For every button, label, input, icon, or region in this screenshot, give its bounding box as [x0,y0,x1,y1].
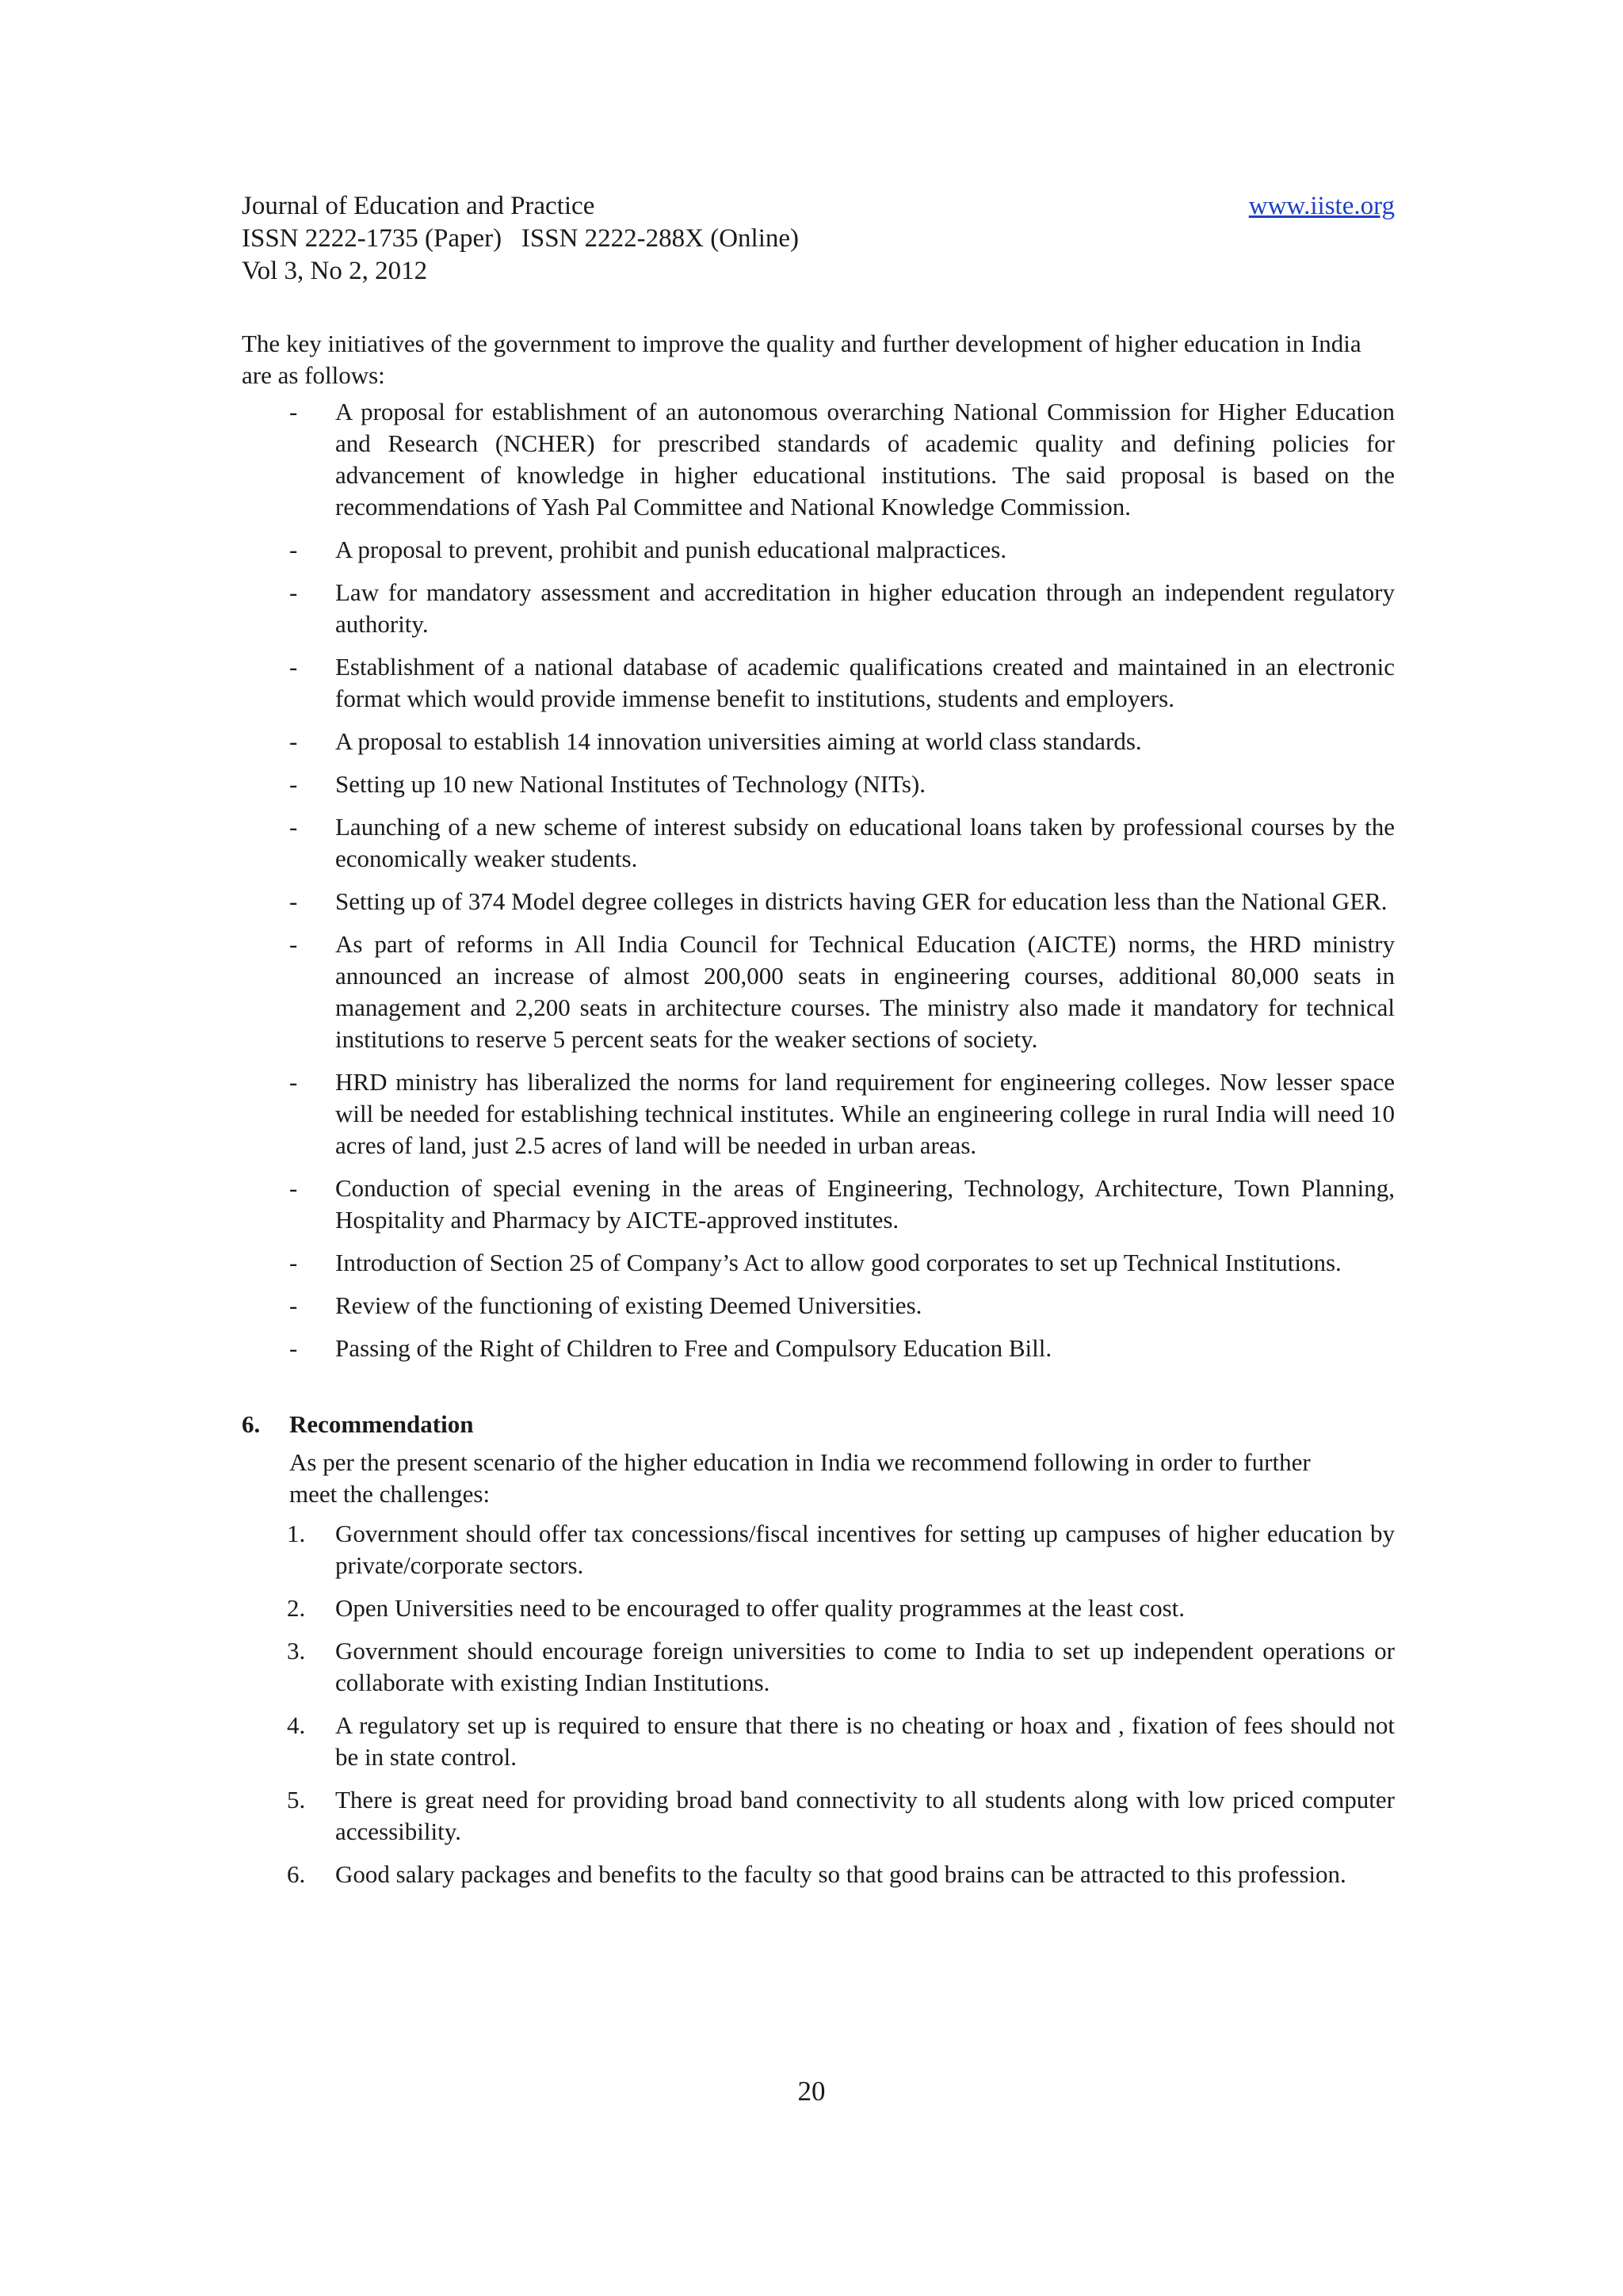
list-item-text: A proposal to establish 14 innovation universities aiming at world class standards. [335,727,1142,755]
bullet-dash: - [289,727,298,755]
list-item [242,1290,1395,1322]
bullet-dash: - [289,1249,298,1276]
list-item [242,1784,1395,1848]
page-number: 20 [797,2076,826,2107]
list-item [242,811,1395,875]
list-item-text: HRD ministry has liberalized the norms for land requirement for engineering colleges. Now lesser space will be needed for establishing technical institutes. While an engineering college in rural India will need 10 acres of land, just 2.5 acres of land will be needed in urban areas. [335,1068,1395,1159]
list-item [242,1066,1395,1161]
list-item-text: Law for mandatory assessment and accreditation in higher education through an independent regulatory authority. [335,578,1395,638]
list-item-text: There is great need for providing broad band connectivity to all students along with low priced computer accessibility. [335,1786,1395,1845]
list-item-text: Setting up of 374 Model degree colleges in districts having GER for education less than the National GER. [335,887,1388,915]
list-item-text: As part of reforms in All India Council for Technical Education (AICTE) norms, the HRD ministry announced an increase of almost 200,000 seats in engineering courses, additional 80,000 seats in management and 2,200 seats in architecture courses. The ministry also made it mandatory for technical institutions to reserve 5 percent seats for the weaker sections of society. [335,930,1395,1053]
list-item [242,1592,1395,1624]
list-item [242,1247,1395,1279]
journal-title: Journal of Education and Practice [242,192,595,220]
list-item-text: Introduction of Section 25 of Company’s Act to allow good corporates to set up Technical Institutions. [335,1249,1342,1276]
journal-header [242,190,1395,288]
list-item [242,1333,1395,1364]
list-item [242,577,1395,640]
item-number: 6. [287,1860,306,1888]
bullet-dash: - [289,1174,298,1202]
list-item [242,1859,1395,1890]
list-item-text: Launching of a new scheme of interest subsidy on educational loans taken by professional courses by the economically weaker students. [335,813,1395,872]
recommendations-list [242,1518,1395,1890]
item-number: 4. [287,1711,306,1739]
list-item [242,651,1395,715]
volume-line: Vol 3, No 2, 2012 [242,257,428,285]
initiatives-list [242,396,1395,1364]
list-item [242,929,1395,1055]
bullet-dash: - [289,1291,298,1319]
list-item-text: Establishment of a national database of academic qualifications created and maintained in an electronic format which would provide immense benefit to institutions, students and employers. [335,653,1395,712]
initiatives-intro: The key initiatives of the government to improve the quality and further development of higher education in India are as follows: [242,330,1361,389]
list-item [242,1635,1395,1699]
list-item [242,396,1395,523]
item-number: 5. [287,1786,306,1814]
list-item [242,769,1395,800]
list-item-text: Good salary packages and benefits to the faculty so that good brains can be attracted to this profession. [335,1860,1346,1888]
item-number: 2. [287,1594,306,1622]
list-item-text: A proposal for establishment of an autonomous overarching National Commission for Higher Education and Research (NCHER) for prescribed standards of academic quality and defining policies for advancement of knowledge in higher educational institutions. The said proposal is based on the recommendations of Yash Pal Committee and National Knowledge Commission. [335,398,1395,521]
bullet-dash: - [289,813,298,841]
list-item [242,1710,1395,1773]
list-item-text: A regulatory set up is required to ensure that there is no cheating or hoax and , fixation of fees should not be in state control. [335,1711,1395,1771]
bullet-dash: - [289,536,298,563]
list-item [242,886,1395,917]
section-title: Recommendation [289,1410,474,1438]
item-number: 3. [287,1637,306,1665]
bullet-dash: - [289,398,298,425]
issn-line: ISSN 2222-1735 (Paper) ISSN 2222-288X (Online) [242,224,800,253]
list-item [242,1518,1395,1581]
bullet-dash: - [289,1334,298,1362]
item-number: 1. [287,1520,306,1547]
journal-website-link[interactable]: www.iiste.org [1248,192,1395,220]
list-item [242,534,1395,566]
bullet-dash: - [289,887,298,915]
list-item-text: Passing of the Right of Children to Free and Compulsory Education Bill. [335,1334,1052,1362]
bullet-dash: - [289,653,298,681]
list-item-text: A proposal to prevent, prohibit and punish educational malpractices. [335,536,1007,563]
bullet-dash: - [289,930,298,958]
list-item-text: Review of the functioning of existing Deemed Universities. [335,1291,922,1319]
section-heading [242,1409,1395,1440]
main-content [242,328,1395,1901]
list-item [242,726,1395,757]
bullet-dash: - [289,1068,298,1096]
list-item-text: Conduction of special evening in the areas of Engineering, Technology, Architecture, Town Planning, Hospitality and Pharmacy by AICTE-approved institutes. [335,1174,1395,1234]
section-intro: As per the present scenario of the higher education in India we recommend following in order to further meet the challenges: [289,1448,1311,1508]
header-top-row [242,190,1395,223]
section-number: 6. [242,1410,261,1438]
bullet-dash: - [289,578,298,606]
bullet-dash: - [289,770,298,798]
list-item-text: Government should offer tax concessions/fiscal incentives for setting up campuses of higher education by private/corporate sectors. [335,1520,1395,1579]
list-item-text: Setting up 10 new National Institutes of Technology (NITs). [335,770,926,798]
list-item-text: Government should encourage foreign universities to come to India to set up independent operations or collaborate with existing Indian Institutions. [335,1637,1395,1696]
list-item-text: Open Universities need to be encouraged to offer quality programmes at the least cost. [335,1594,1186,1622]
list-item [242,1173,1395,1236]
